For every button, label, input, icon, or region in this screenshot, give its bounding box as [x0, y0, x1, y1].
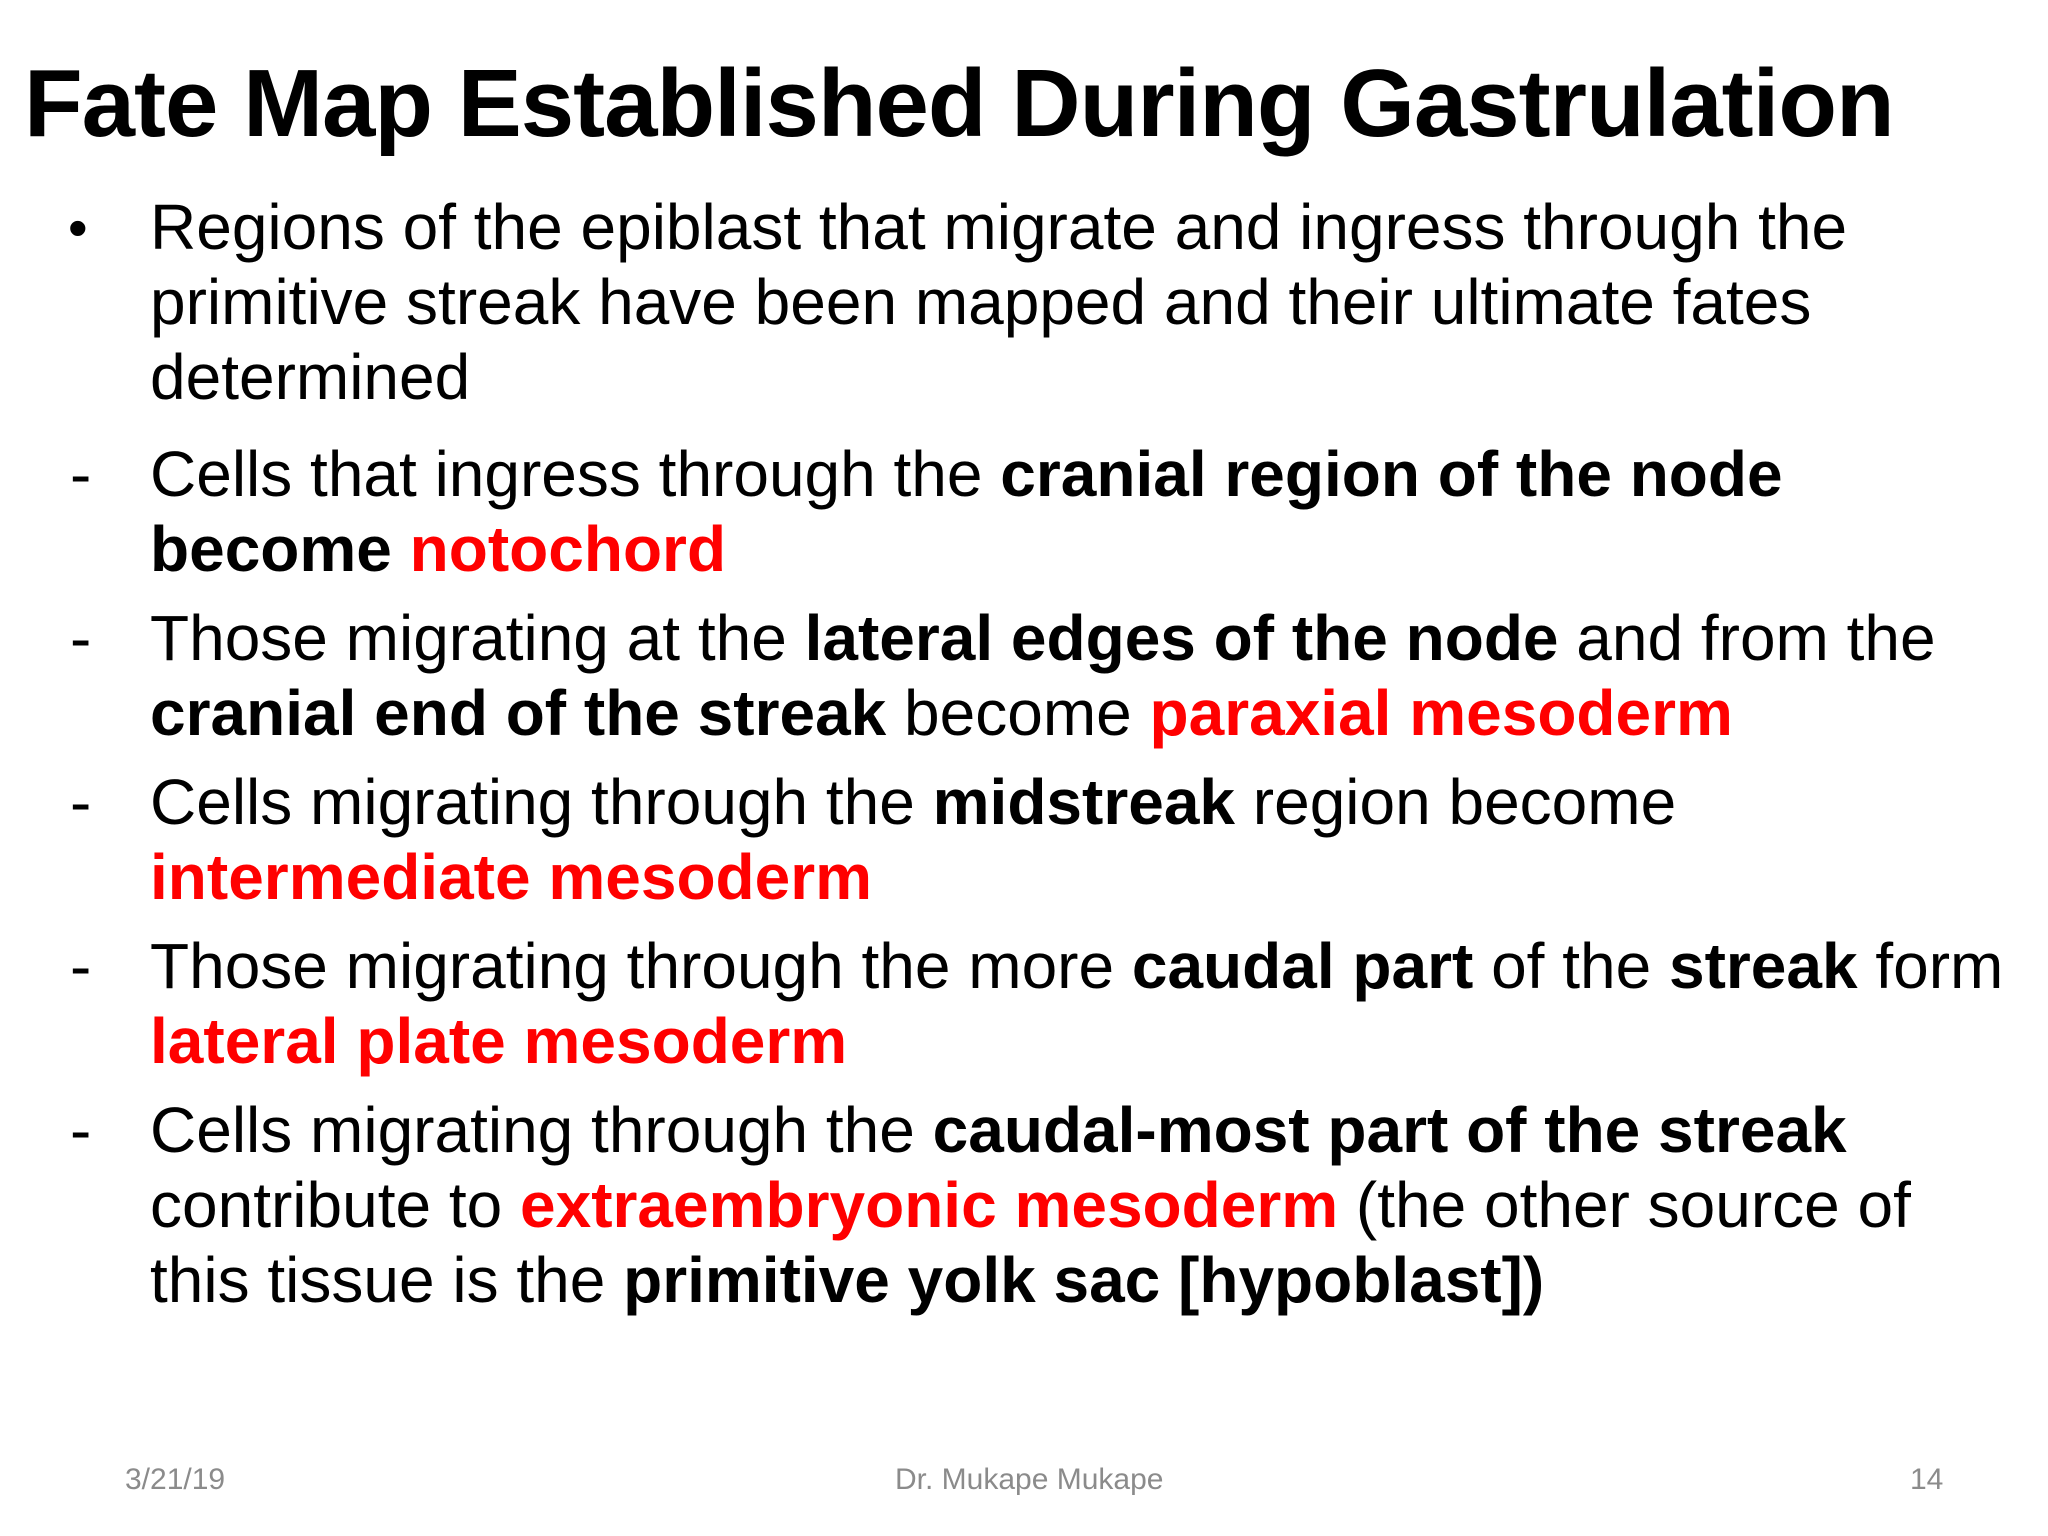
- dash-marker: -: [70, 930, 92, 1002]
- bold-segment: cranial region of the node become: [150, 438, 1783, 585]
- dash-marker: -: [70, 602, 92, 674]
- bold-segment: streak: [1668, 930, 1858, 1002]
- text-segment: (the other source of this tissue is the: [150, 1169, 1911, 1316]
- text-segment: Cells migrating through the: [150, 766, 933, 838]
- text-segment: Cells migrating through the: [150, 1094, 933, 1166]
- bullet-marker: •: [68, 196, 88, 259]
- fate-term: intermediate mesoderm: [150, 841, 873, 913]
- fate-term: notochord: [409, 513, 727, 585]
- dash-marker: -: [70, 438, 92, 510]
- slide-title: Fate Map Established During Gastrulation: [24, 50, 1894, 157]
- footer-date: 3/21/19: [125, 1463, 226, 1496]
- list-item: [0, 190, 2048, 415]
- text-segment: become: [886, 677, 1150, 749]
- footer-author: Dr. Mukape Mukape: [895, 1463, 1164, 1496]
- item-text: Regions of the epiblast that migrate and ingress through the primitive streak have been mapped and their ultimate fates determined: [150, 191, 1848, 413]
- bold-segment: cranial end of the streak: [150, 677, 887, 749]
- bold-segment: midstreak: [932, 766, 1235, 838]
- text-segment: region become: [1235, 766, 1677, 838]
- bullet-list: [0, 190, 2048, 1318]
- text-segment: of the: [1473, 930, 1669, 1002]
- text-segment: Cells that ingress through the: [150, 438, 1001, 510]
- text-segment: form: [1857, 930, 2004, 1002]
- list-item: [0, 437, 2048, 587]
- dash-marker: -: [70, 766, 92, 838]
- text-segment: Those migrating through the more: [150, 930, 1132, 1002]
- text-segment: Those migrating at the: [150, 602, 805, 674]
- list-item: [0, 929, 2048, 1079]
- text-segment: and from the: [1558, 602, 1936, 674]
- slide-number: 14: [1910, 1463, 1944, 1496]
- dash-marker: -: [70, 1094, 92, 1166]
- bold-segment: lateral edges of the node: [804, 602, 1559, 674]
- fate-term: extraembryonic mesoderm: [520, 1169, 1339, 1241]
- fate-term: paraxial mesoderm: [1149, 677, 1733, 749]
- bold-segment: caudal-most part of the streak: [932, 1094, 1847, 1166]
- list-item: [0, 601, 2048, 751]
- fate-term: lateral plate mesoderm: [150, 1005, 848, 1077]
- list-item: [0, 765, 2048, 915]
- bold-segment: caudal part: [1131, 930, 1474, 1002]
- text-segment: contribute to: [150, 1169, 520, 1241]
- bold-segment: primitive yolk sac [hypoblast]): [623, 1244, 1545, 1316]
- list-item: [0, 1093, 2048, 1318]
